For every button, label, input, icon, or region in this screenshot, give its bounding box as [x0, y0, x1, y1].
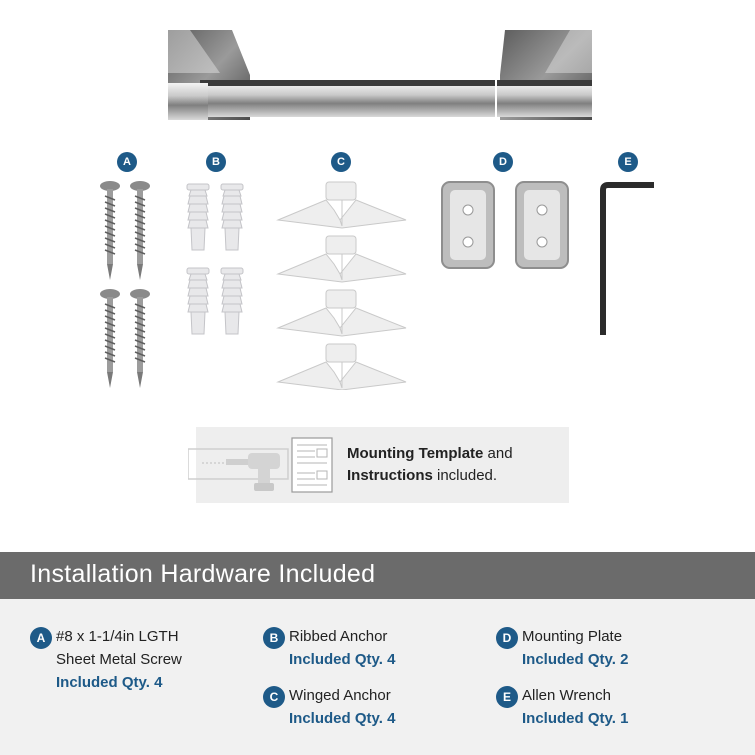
legend-name-b: Ribbed Anchor: [289, 628, 388, 645]
winged-anchors-image: [276, 180, 408, 390]
mounting-plates-image: [440, 180, 570, 270]
legend-badge-c: C: [263, 686, 285, 708]
ribbed-anchors-image: [185, 182, 247, 342]
badge-e: E: [618, 152, 638, 172]
legend-name-d: Mounting Plate: [522, 628, 623, 645]
legend-qty-c: Included Qty. 4: [289, 710, 396, 727]
legend-badge-b: B: [263, 627, 285, 649]
note-bold-instructions: Instructions: [347, 467, 433, 484]
badge-d: D: [493, 152, 513, 172]
drill-icon: [188, 441, 293, 493]
note-text-and: and: [483, 445, 513, 462]
section-banner: [0, 552, 755, 599]
hardware-legend: [0, 599, 755, 755]
banner-title: Installation Hardware Included: [30, 560, 376, 588]
note-text-included: included.: [432, 467, 498, 484]
legend-badge-a: A: [30, 627, 52, 649]
badge-c: C: [331, 152, 351, 172]
template-note-box: [196, 427, 569, 503]
legend-name-a-line1: #8 x 1-1/4in LGTH: [56, 628, 179, 645]
allen-wrench-image: [598, 180, 658, 340]
legend-name-a-line2: Sheet Metal Screw: [56, 651, 182, 668]
legend-name-c: Winged Anchor: [289, 687, 391, 704]
screws-image: [98, 180, 158, 390]
legend-qty-d: Included Qty. 2: [522, 651, 629, 668]
template-note-text: [347, 443, 513, 487]
note-bold-template: Mounting Template: [347, 445, 484, 462]
badge-b: B: [206, 152, 226, 172]
badge-a: A: [117, 152, 137, 172]
legend-badge-e: E: [496, 686, 518, 708]
legend-qty-b: Included Qty. 4: [289, 651, 396, 668]
legend-qty-e: Included Qty. 1: [522, 710, 629, 727]
legend-name-e: Allen Wrench: [522, 687, 611, 704]
towel-bar-image: [160, 25, 600, 125]
instructions-icon: [291, 437, 333, 493]
legend-qty-a: Included Qty. 4: [56, 674, 163, 691]
legend-badge-d: D: [496, 627, 518, 649]
